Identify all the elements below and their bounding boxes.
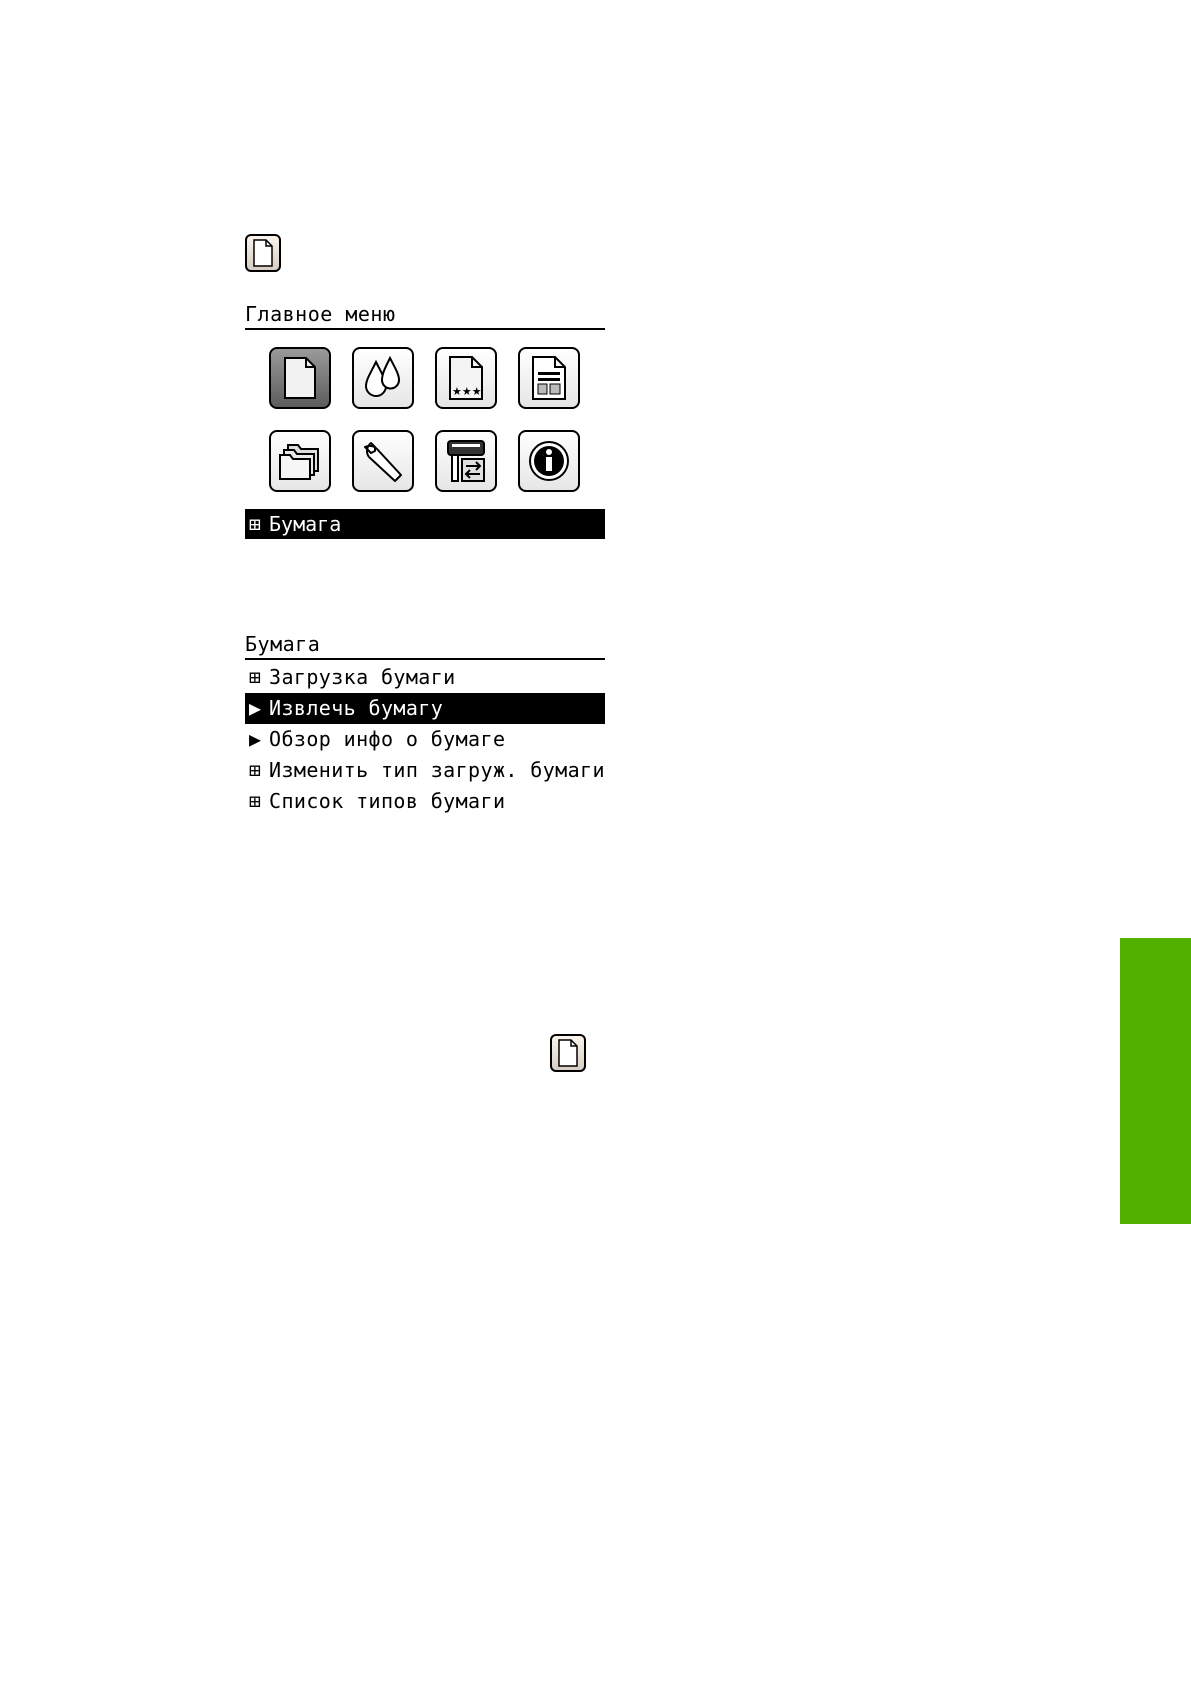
paper-menu-button[interactable] [245, 234, 281, 272]
expand-icon: ⊞ [249, 665, 262, 689]
menu-item-unload-paper[interactable] [245, 693, 605, 724]
paper-menu-tile[interactable] [269, 347, 331, 409]
print-job-icon [529, 355, 569, 401]
folders-icon [278, 441, 322, 481]
selected-menu-label-text: Бумага [269, 512, 342, 536]
paper-icon [282, 356, 318, 400]
print-quality-icon [446, 355, 486, 401]
expand-icon: ⊞ [249, 758, 262, 782]
ink-menu-tile[interactable] [352, 347, 414, 409]
paper-icon [557, 1039, 579, 1067]
chapter-tab [1120, 938, 1191, 1224]
info-icon [527, 439, 571, 483]
selected-menu-label[interactable] [245, 509, 605, 539]
quality-menu-tile[interactable] [435, 347, 497, 409]
wrench-icon [361, 439, 405, 483]
arrow-icon: ▶ [249, 696, 262, 720]
paper-menu-divider [245, 658, 605, 660]
menu-item-view-paper-info[interactable] [245, 724, 605, 755]
menu-item-label: Извлечь бумагу [269, 696, 444, 720]
paper-menu-button[interactable] [550, 1034, 586, 1072]
paper-menu-list [245, 662, 605, 817]
menu-item-label: Изменить тип загруж. бумаги [269, 758, 605, 782]
menu-item-label: Список типов бумаги [269, 789, 506, 813]
menu-item-paper-types-list[interactable] [245, 786, 605, 817]
menu-item-load-paper[interactable] [245, 662, 605, 693]
menu-item-change-paper-type[interactable] [245, 755, 605, 786]
folders-menu-tile[interactable] [269, 430, 331, 492]
arrow-icon: ▶ [249, 727, 262, 751]
info-menu-tile[interactable] [518, 430, 580, 492]
main-menu-divider [245, 328, 605, 330]
setup-menu-tile[interactable] [352, 430, 414, 492]
expand-icon: ⊞ [249, 512, 262, 536]
expand-icon: ⊞ [249, 789, 262, 813]
paper-icon [252, 239, 274, 267]
main-menu-title: Главное меню [245, 302, 396, 326]
connectivity-menu-tile[interactable] [435, 430, 497, 492]
menu-item-label: Обзор инфо о бумаге [269, 727, 506, 751]
job-menu-tile[interactable] [518, 347, 580, 409]
ink-drops-icon [362, 356, 404, 400]
svg-text:★★★: ★★★ [452, 385, 482, 398]
menu-item-label: Загрузка бумаги [269, 665, 456, 689]
paper-menu-title: Бумага [245, 632, 321, 656]
connectivity-icon [444, 438, 488, 484]
